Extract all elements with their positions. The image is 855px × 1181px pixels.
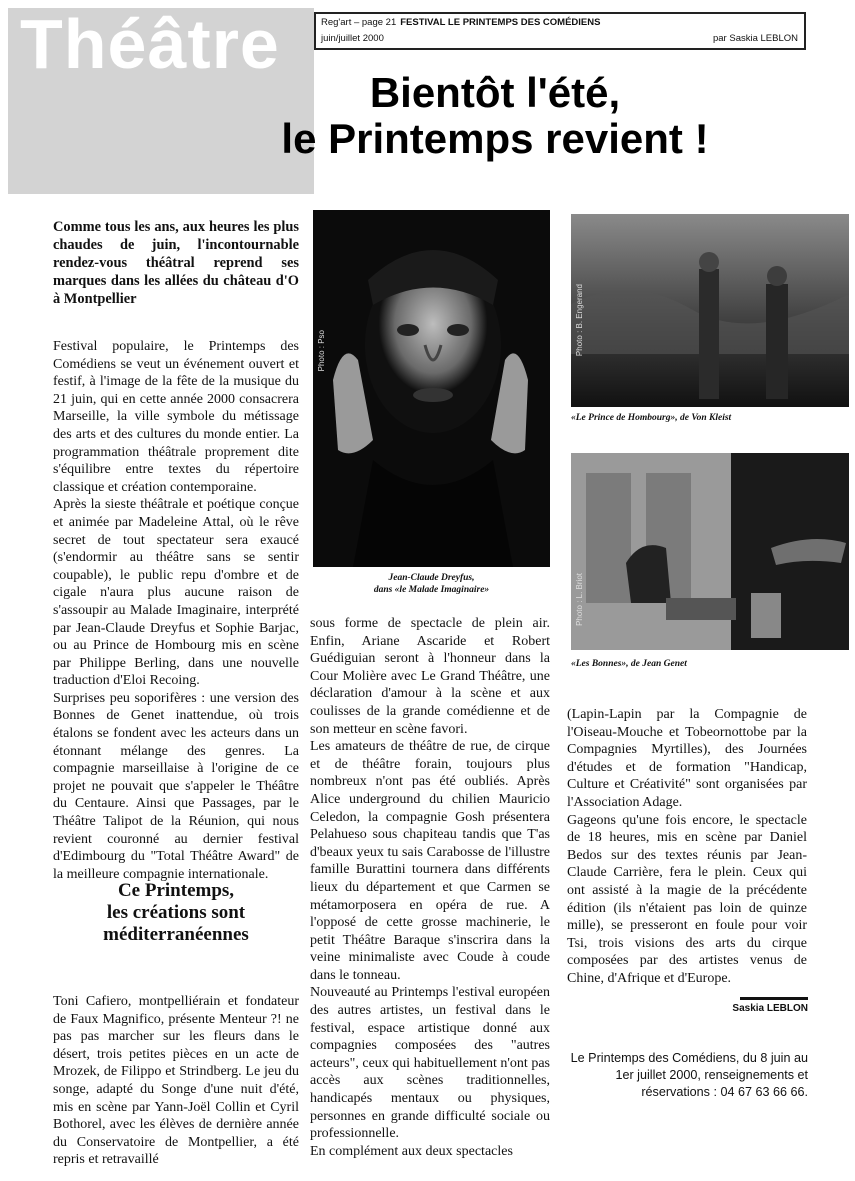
festival-name: FESTIVAL LE PRINTEMPS DES COMÉDIENS [400, 17, 601, 28]
subheading-line-1: Ce Printemps, [117, 880, 235, 901]
subheading [53, 880, 299, 946]
photo-dreyfus [313, 210, 550, 567]
photo-les-bonnes [571, 453, 849, 650]
photo-caption [313, 572, 550, 596]
paragraph: En complément aux deux spectacles [310, 1143, 513, 1159]
paragraph: sous forme de spectacle de plein air. Enfin, Ariane Ascaride et Robert Guédiguian seront à l'honneur dans la Cour Molière avec Le Grand Théâtre, une déclaration d'amour à la scène et aux coulisses de la grande comédienne et de son metteur en scène favori. [310, 616, 550, 737]
photo-credit: Photo : L. Briot [575, 573, 584, 626]
paragraph: Surprises peu soporifères : une version des Bonnes de Genet inattendue, où trois étalons se fondent avec les acteurs dans un étonnant mélange des genres. La compagnie marseillaise à l'origine de ce projet ne pouvait que s'appeler le Théâtre du Centaure. Ainsi que Passages, par le Théâtre Talipot de la Réunion, qui nous revient couronné au dernier festival d'Edimbourg du "Total Théâtre Award" de la meilleure compagnie internationale. [53, 690, 299, 882]
text-column-3 [567, 706, 807, 988]
subheading-line-2: les créations sont [106, 902, 246, 923]
photo-caption: «Les Bonnes», de Jean Genet [571, 659, 687, 669]
text-column-2 [310, 615, 550, 1160]
practical-info [560, 1050, 808, 1101]
article-title [150, 70, 840, 162]
paragraph: Nouveauté au Printemps l'estival européen des autres artistes, un festival dans le festival, espace artistique donné aux compagnies composées des "autres acteurs", ceux qui habituellement n'ont pas accès aux scènes traditionnelles, handicapés mentaux ou physiques, personnes en grande difficulté sociale ou professionnelle. [310, 985, 550, 1142]
section-rubric: Théâtre [20, 5, 280, 83]
photo-credit: Photo : Pso [317, 330, 326, 372]
caption-line-2: dans «le Malade Imaginaire» [373, 585, 490, 595]
photo-caption: «Le Prince de Hombourg», de Von Kleist [571, 413, 732, 423]
issue-date: juin/juillet 2000 [321, 33, 384, 44]
text-column-1-continued [53, 993, 299, 1169]
text-column-1 [53, 338, 299, 883]
stage-scene-illustration [571, 453, 849, 650]
caption-line-1: Jean-Claude Dreyfus, [388, 573, 475, 583]
info-line-3: réservations : 04 67 63 66 66. [641, 1085, 808, 1099]
paragraph: Les amateurs de théâtre de rue, de cirque et de théâtre forain, toujours plus nombreux n'ont pas été oubliés. Après Alice underground du chilien Mauricio Celedon, la compagnie Gosh présentera Pelahueso sous chapiteau tandis que T'as d'beaux yeux tu sais Carabosse de l'illustre famille Burattini tournera dans différents lieux du département et que Carmen se métamorposera en opéra de rue. A l'opposé de cette grosse machinerie, le petit Théâtre Baraque s'inscrira dans la veine minimaliste avec Coude à coude dans le tonneau. [310, 739, 550, 983]
paragraph: (Lapin-Lapin par la Compagnie de l'Oiseau-Mouche et Tobeornottobe par la Compagnies Myrtilles), des Journées d'études et de formation "Handicap, Culture et Créativité" sont organisées par l'Association Adage. [567, 707, 807, 810]
photo-credit: Photo : B. Engerand [575, 284, 584, 357]
article-signature: Saskia LEBLON [732, 1003, 808, 1014]
header-author: par Saskia LEBLON [712, 33, 798, 44]
portrait-illustration [313, 210, 550, 567]
title-line-1: Bientôt l'été, [369, 69, 621, 116]
publication-ref: Reg'art – page 21 [321, 17, 397, 28]
paragraph: Festival populaire, le Printemps des Comédiens se veut un événement ouvert et festif, à l'image de la fête de la musique du 21 juin, qui en cette année 2000 consacrera Marseille, la ville symbole du métissage des arts et des cultures du monde entier. La programmation théâtrale proprement dite s'équilibre entre textes du répertoire classique et création contemporaine. [53, 339, 299, 495]
header-line-1 [321, 17, 600, 28]
paragraph: Gageons qu'une fois encore, le spectacle de 18 heures, mis en scène par Daniel Bedos sur des textes réunis par Jean-Claude Carrière, fera le plein. Ceux qui ont assisté à la magie de la précédente édition (ils n'étaient pas loin de quinze mille), se presseront en foule pour voir Tsi, trois visions des arts du cirque composées par des artistes venus de Chine, d'Afrique et d'Europe. [567, 812, 807, 986]
info-line-2: 1er juillet 2000, renseignements et [615, 1068, 808, 1082]
paragraph: Après la sieste théâtrale et poétique conçue et animée par Madeleine Attal, où le rêve secret de tout spectateur sera exaucé (s'endormir au théâtre sans se sentir coupable), le public repu d'ombre et de cigale n'aura plus aucune raison de s'assoupir au Malade Imaginaire, interprété par Jean-Claude Dreyfus et Sophie Barjac, ou au Prince de Hombourg mis en scène par Philippe Berling, dans une nouvelle traduction d'Eloi Recoing. [53, 497, 299, 689]
photo-prince-de-hombourg [571, 214, 849, 407]
article-lead: Comme tous les ans, aux heures les plus chaudes de juin, l'incontournable rendez-vous théâtral reprend ses marques dans les allées du château d'O à Montpellier [53, 219, 299, 307]
info-line-1: Le Printemps des Comédiens, du 8 juin au [570, 1051, 808, 1065]
subheading-line-3: méditerranéennes [103, 924, 249, 945]
page-header [314, 12, 806, 50]
title-line-2: le Printemps revient ! [281, 115, 709, 162]
paragraph: Toni Cafiero, montpelliérain et fondateur de Faux Magnifico, présente Menteur ?! ne pas pas marcher sur les fleurs dans le désert, trois petites pièces en un acte de Mrozek, de Filippo et Strindberg. Le jeu du songe, adapté du Songe d'une nuit d'été, mis en scène par Yann-Joël Collin et Cyril Bothorel, avec les élèves de dernière année du Conservatoire de Montpellier, a été repris et retravaillé [53, 994, 299, 1168]
signature-rule [740, 997, 808, 1000]
stage-scene-illustration [571, 214, 849, 407]
